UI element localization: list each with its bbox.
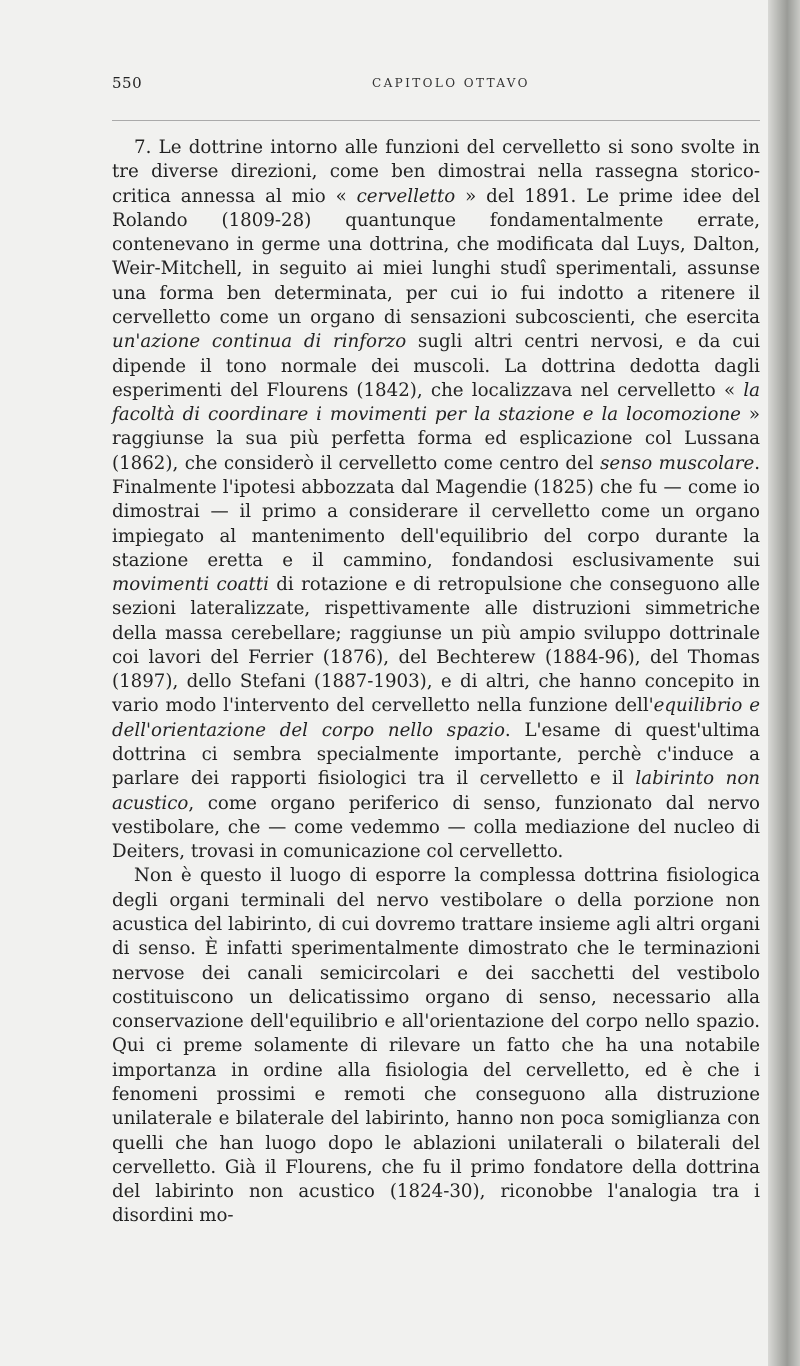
text-run: 7. Le dottrine intorno alle funzioni del cervelletto si sono svolte in tre diverse direzioni, come ben dimostrai nella rassegna storico-critica annessa al mio « [112,137,760,207]
italic-term: movimenti coatti [112,574,269,596]
italic-term: un'azione continua di rinforzo [112,331,407,353]
text-run: » del 1891. Le prime idee del Rolando (1809-28) quantunque fondamentalmente errate, contenevano in germe una dottrina, che modificata dal Luys, Dalton, Weir-Mitchell, in seguito ai miei lunghi studî sperimentali, assunse una forma ben determinata, per cui io fui indotto a ritenere il cervelletto come un organo di sensazioni subcoscienti, che esercita [112,185,760,328]
italic-term: labirinto non acustico [112,768,760,814]
text-run: di rotazione e di retropulsione che conseguono alle sezioni lateralizzate, rispettivamente alle distruzioni simmetriche della massa cerebellare; raggiunse un più ampio sviluppo dottrinale coi lavori del Ferrier (1876), del Bechterew (1884-96), del Thomas (1897), dello Stefani (1887-1903), e di altri, che hanno concepito in vario modo l'intervento del cervelletto nella funzione dell' [112,574,760,717]
paragraph-1 [112,136,760,864]
text-run: Non è questo il luogo di esporre la complessa dottrina fisiologica degli organi terminali del nervo vestibolare o della porzione non acustica del labirinto, di cui dovremo trattare insieme agli altri organi di senso. È infatti sperimentalmente dimostrato che le terminazioni nervose dei canali semicircolari e dei sacchetti del vestibolo costituiscono un delicatissimo organo di senso, necessario alla conservazione dell'equilibrio e all'orientazione del corpo nello spazio. Qui ci preme solamente di rilevare un fatto che ha una notabile importanza in ordine alla fisiologia del cervelletto, ed è che i fenomeni prossimi e remoti che conseguono alla distruzione unilaterale e bilaterale del labirinto, hanno non poca somiglianza con quelli che han luogo dopo le ablazioni unilaterali o bilaterali del cervelletto. Già il Flourens, che fu il primo fondatore della dottrina del labirinto non acustico (1824-30), riconobbe l'analogia tra i disordini mo- [112,865,760,1227]
italic-term: la facoltà di coordinare i movimenti per la stazione e la locomozione [112,379,760,426]
text-run: . Finalmente l'ipotesi abbozzata dal Magendie (1825) che fu — come io dimostrai — il primo a considerare il cervelletto come un organo impiegato al mantenimento dell'equilibrio del corpo durante la stazione eretta e il cammino, fondandosi esclusivamente sui [112,452,761,571]
page-header [112,74,760,114]
paragraph-2 [112,864,760,1228]
text-run: . L'esame di quest'ultima dottrina ci sembra specialmente importante, perchè c'induce a parlare dei rapporti fisiologici tra il cervelletto e il [112,719,761,790]
page-number: 550 [112,74,143,92]
italic-term: equilibrio e dell'orientazione del corpo nello spazio [112,695,760,741]
italic-term: cervelletto [356,185,456,207]
body-text [112,136,760,1229]
header-divider [112,120,760,121]
text-run: » raggiunse la sua più perfetta forma ed esplicazione col Lussana (1862), che considerò il cervelletto come centro del [112,404,760,474]
running-head: CAPITOLO OTTAVO [372,76,530,90]
text-run: sugli altri centri nervosi, e da cui dipende il tono normale dei muscoli. La dottrina dedotta dagli esperimenti del Flourens (1842), che localizzava nel cervelletto « [112,331,760,401]
text-run: , come organo periferico di senso, funzionato dal nervo vestibolare, che — come vedemmo — colla mediazione del nucleo di Deiters, trovasi in comunicazione col cervelletto. [112,792,760,863]
italic-term: senso muscolare [600,452,755,474]
page-binding-edge [768,0,800,1366]
